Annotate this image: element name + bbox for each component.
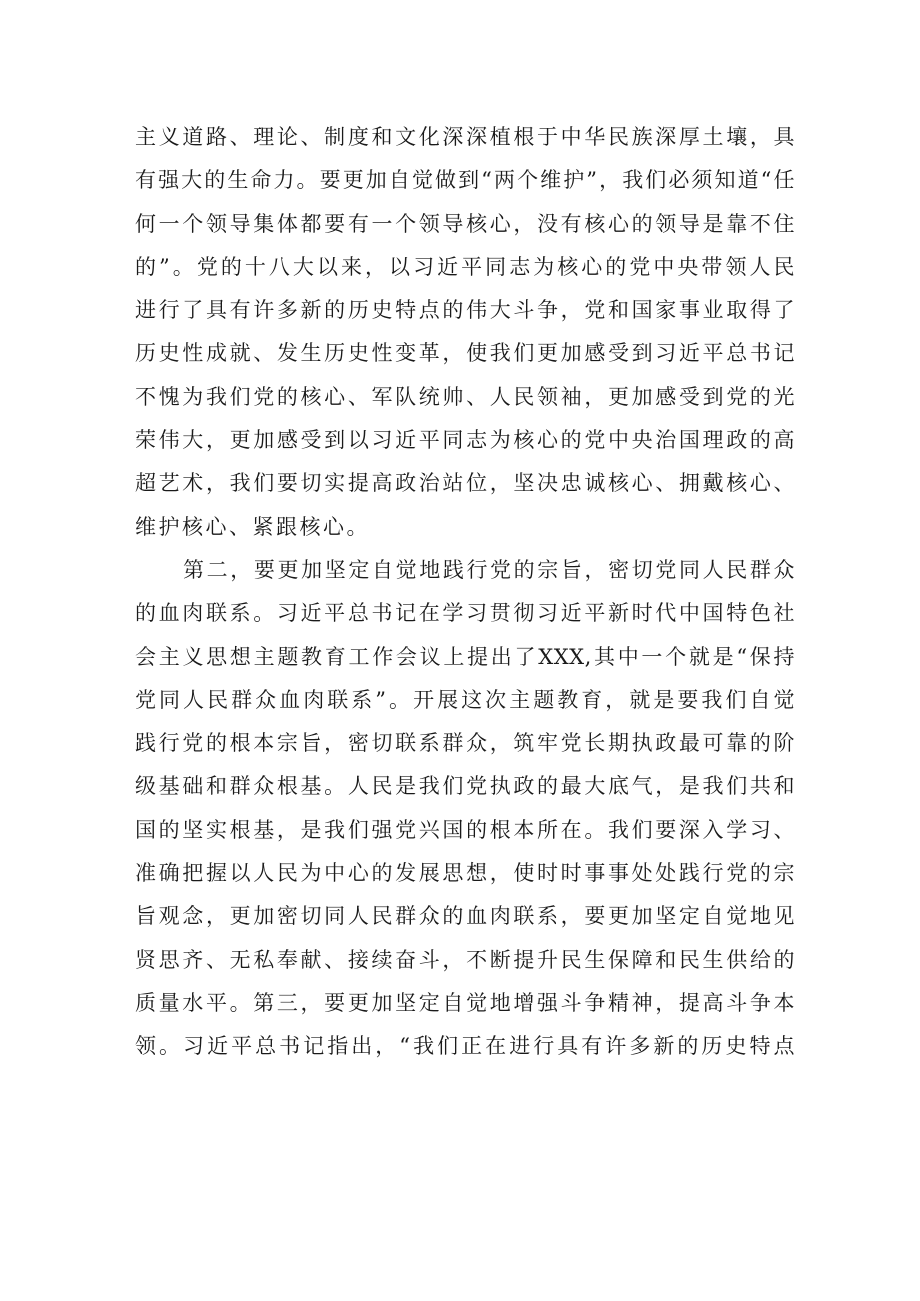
body-text: [135, 116, 795, 1069]
text-line: 何一个领导集体都要有一个领导核心，没有核心的领导是靠不住: [135, 211, 795, 236]
text-line: 的”。党的十八大以来，以习近平同志为核心的党中央带领人民: [135, 254, 795, 279]
text-line: 国的坚实根基，是我们强党兴国的根本所在。我们要深入学习、: [135, 817, 795, 842]
paragraph-end-line: 维护核心、紧跟核心。: [135, 514, 370, 539]
text-line: 党同人民群众血肉联系”。开展这次主题教育，就是要我们自觉: [135, 687, 795, 712]
text-line: 历史性成就、发生历史性变革，使我们更加感受到习近平总书记: [135, 341, 795, 366]
text-line: 旨观念，更加密切同人民群众的血肉联系，要更加坚定自觉地见: [135, 904, 795, 929]
text-line: 准确把握以人民为中心的发展思想，使时时事事处处践行党的宗: [135, 861, 795, 886]
paragraph-start-line: 第二，要更加坚定自觉地践行党的宗旨，密切党同人民群众: [183, 557, 795, 582]
text-line: 践行党的根本宗旨，密切联系群众，筑牢党长期执政最可靠的阶: [135, 731, 795, 756]
text-line: 进行了具有许多新的历史特点的伟大斗争，党和国家事业取得了: [135, 298, 795, 323]
text-line: 荣伟大，更加感受到以习近平同志为核心的党中央治国理政的高: [135, 428, 795, 453]
text-line: 级基础和群众根基。人民是我们党执政的最大底气，是我们共和: [135, 774, 795, 799]
text-line: 领。习近平总书记指出，“我们正在进行具有许多新的历史特点: [135, 1034, 795, 1059]
text-line: 超艺术，我们要切实提高政治站位，坚决忠诚核心、拥戴核心、: [135, 471, 795, 496]
text-line: 主义道路、理论、制度和文化深深植根于中华民族深厚土壤，具: [135, 125, 795, 149]
text-line: 不愧为我们党的核心、军队统帅、人民领袖，更加感受到党的光: [135, 384, 795, 409]
text-line: 贤思齐、无私奉献、接续奋斗，不断提升民生保障和民生供给的: [135, 947, 795, 972]
text-line: 的血肉联系。习近平总书记在学习贯彻习近平新时代中国特色社: [135, 601, 795, 626]
text-line: 有强大的生命力。要更加自觉做到“两个维护”，我们必须知道“任: [135, 168, 795, 193]
text-line: 会主义思想主题教育工作会议上提出了XXX,其中一个就是“保持: [135, 644, 795, 669]
text-line: 质量水平。第三，要更加坚定自觉地增强斗争精神，提高斗争本: [135, 990, 795, 1015]
